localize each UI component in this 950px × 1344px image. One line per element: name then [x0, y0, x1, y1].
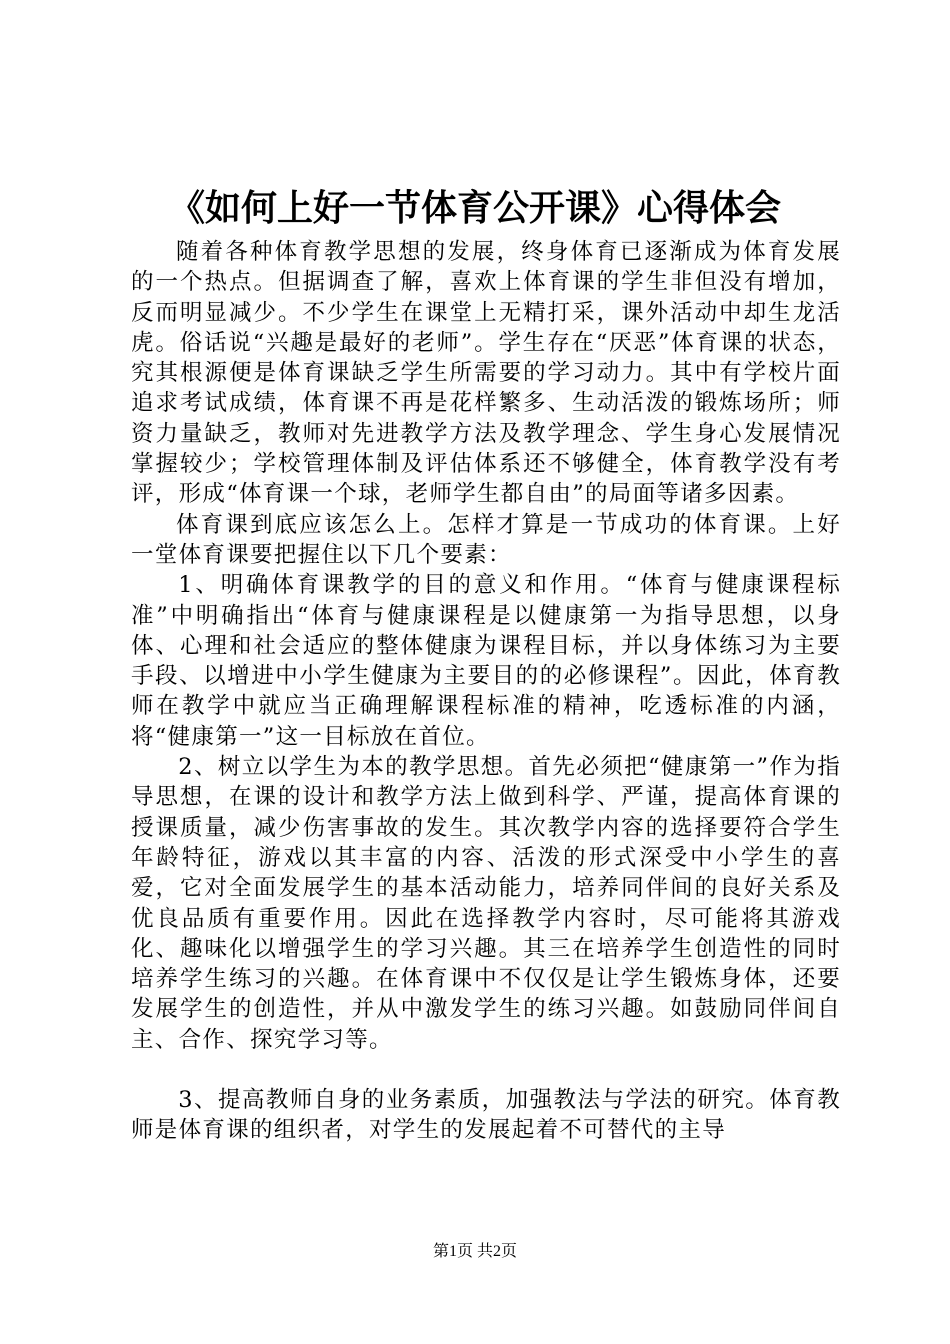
paragraph-point-2: 2、树立以学生为本的教学思想。首先必须把“健康第一”作为指导思想，在课的设计和教学方法上做到科学、严谨，提高体育课的授课质量，减少伤害事故的发生。其次教学内容的选择要符合学生年龄特征，游戏以其丰富的内容、活泼的形式深受中小学生的喜爱，它对全面发展学生的基本活动能力，培养同伴间的良好关系及优良品质有重要作用。因此在选择教学内容时，尽可能将其游戏化、趣味化以增强学生的学习兴趣。其三在培养学生创造性的同时培养学生练习的兴趣。在体育课中不仅仅是让学生锻炼身体，还要发展学生的创造性，并从中激发学生的练习兴趣。如鼓励同伴间自主、合作、探究学习等。 [131, 754, 841, 1053]
paragraph-point-1: 1、明确体育课教学的目的意义和作用。“体育与健康课程标准”中明确指出“体育与健康课程是以健康第一为指导思想，以身体、心理和社会适应的整体健康为课程目标，并以身体练习为主要手段、以增进中小学生健康为主要目的的必修课程”。因此，体育教师在教学中就应当正确理解课程标准的精神，吃透标准的内涵，将“健康第一”这一目标放在首位。 [131, 572, 841, 750]
document-body [131, 237, 841, 1146]
paragraph-point-3: 3、提高教师自身的业务素质，加强教法与学法的研究。体育教师是体育课的组织者，对学生的发展起着不可替代的主导 [131, 1087, 841, 1144]
page-footer: 第1页 共2页 [432, 1243, 517, 1260]
paragraph-question: 体育课到底应该怎么上。怎样才算是一节成功的体育课。上好一堂体育课要把握住以下几个要素： [131, 511, 841, 568]
document-title: 《如何上好一节体育公开课》心得体会 [168, 187, 781, 229]
paragraph-intro: 随着各种体育教学思想的发展，终身体育已逐渐成为体育发展的一个热点。但据调查了解，喜欢上体育课的学生非但没有增加，反而明显减少。不少学生在课堂上无精打采，课外活动中却生龙活虎。俗话说“兴趣是最好的老师”。学生存在“厌恶”体育课的状态，究其根源便是体育课缺乏学生所需要的学习动力。其中有学校片面追求考试成绩，体育课不再是花样繁多、生动活泼的锻炼场所；师资力量缺乏，教师对先进教学方法及教学理念、学生身心发展情况掌握较少；学校管理体制及评估体系还不够健全，体育教学没有考评，形成“体育课一个球，老师学生都自由”的局面等诸多因素。 [131, 239, 841, 508]
